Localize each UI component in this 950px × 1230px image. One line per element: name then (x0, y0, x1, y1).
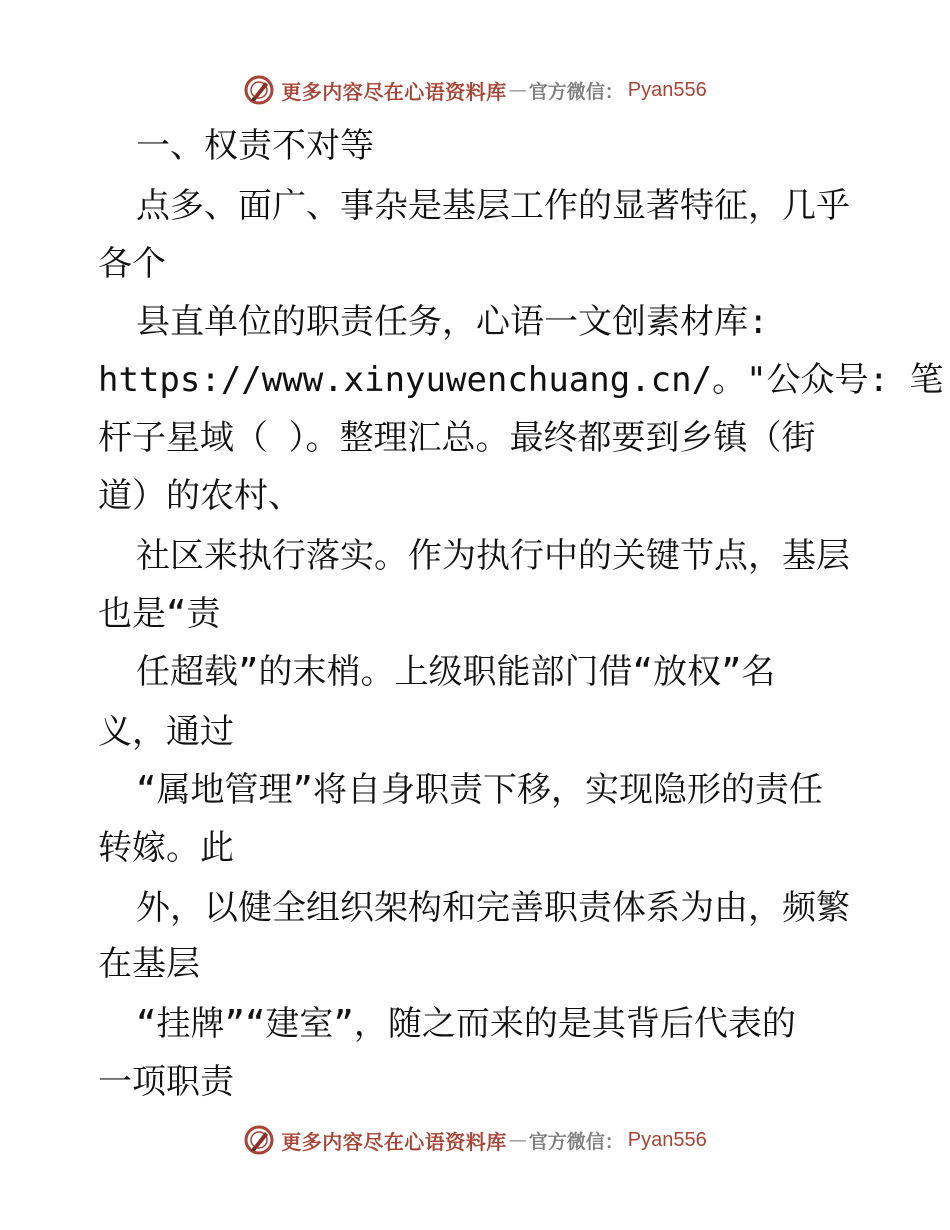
banner-wechat-label: 官方微信： (528, 80, 624, 103)
body-line: 一项职责 (98, 1062, 234, 1102)
body-line: 各个 (98, 244, 166, 284)
body-line: 社区来执行落实。作为执行中的关键节点，基层 (136, 536, 850, 576)
body-line: 点多、面广、事杂是基层工作的显著特征，几乎 (136, 186, 850, 226)
body-line: “挂牌”“建室”，随之而来的是其背后代表的 (136, 1004, 796, 1044)
body-line: 在基层 (98, 944, 200, 984)
body-line: 一、权责不对等 (136, 126, 374, 166)
body-line: 县直单位的职责任务，心语一文创素材库: (136, 302, 769, 342)
body-line: 任超载”的末梢。上级职能部门借“放权”名 (136, 652, 776, 692)
body-line: 道）的农村、 (98, 476, 302, 516)
banner-wechat-id: Pyan556 (627, 1128, 707, 1151)
banner-title: 更多内容尽在心语资料库 (281, 1129, 507, 1154)
banner-wechat-id: Pyan556 (627, 78, 707, 101)
footer-banner (0, 1122, 950, 1158)
body-line: 转嫁。此 (98, 828, 234, 868)
banner-separator: — (508, 79, 527, 101)
body-line: https://www.xinyuwenchuang.cn/。"公众号: 笔 (98, 360, 944, 400)
body-line: “属地管理”将自身职责下移，实现隐形的责任 (136, 770, 823, 810)
pen-logo-icon (243, 74, 275, 106)
banner-title: 更多内容尽在心语资料库 (281, 79, 507, 104)
body-line: 也是“责 (98, 594, 221, 634)
body-line: 义，通过 (98, 712, 234, 752)
body-line: 杆子星域（ ）。整理汇总。最终都要到乡镇（街 (98, 418, 816, 458)
banner-separator: — (508, 1129, 527, 1151)
body-line: 外，以健全组织架构和完善职责体系为由，频繁 (136, 888, 850, 928)
pen-logo-icon (243, 1124, 275, 1156)
banner-wechat-label: 官方微信： (528, 1130, 624, 1153)
header-banner (0, 72, 950, 108)
